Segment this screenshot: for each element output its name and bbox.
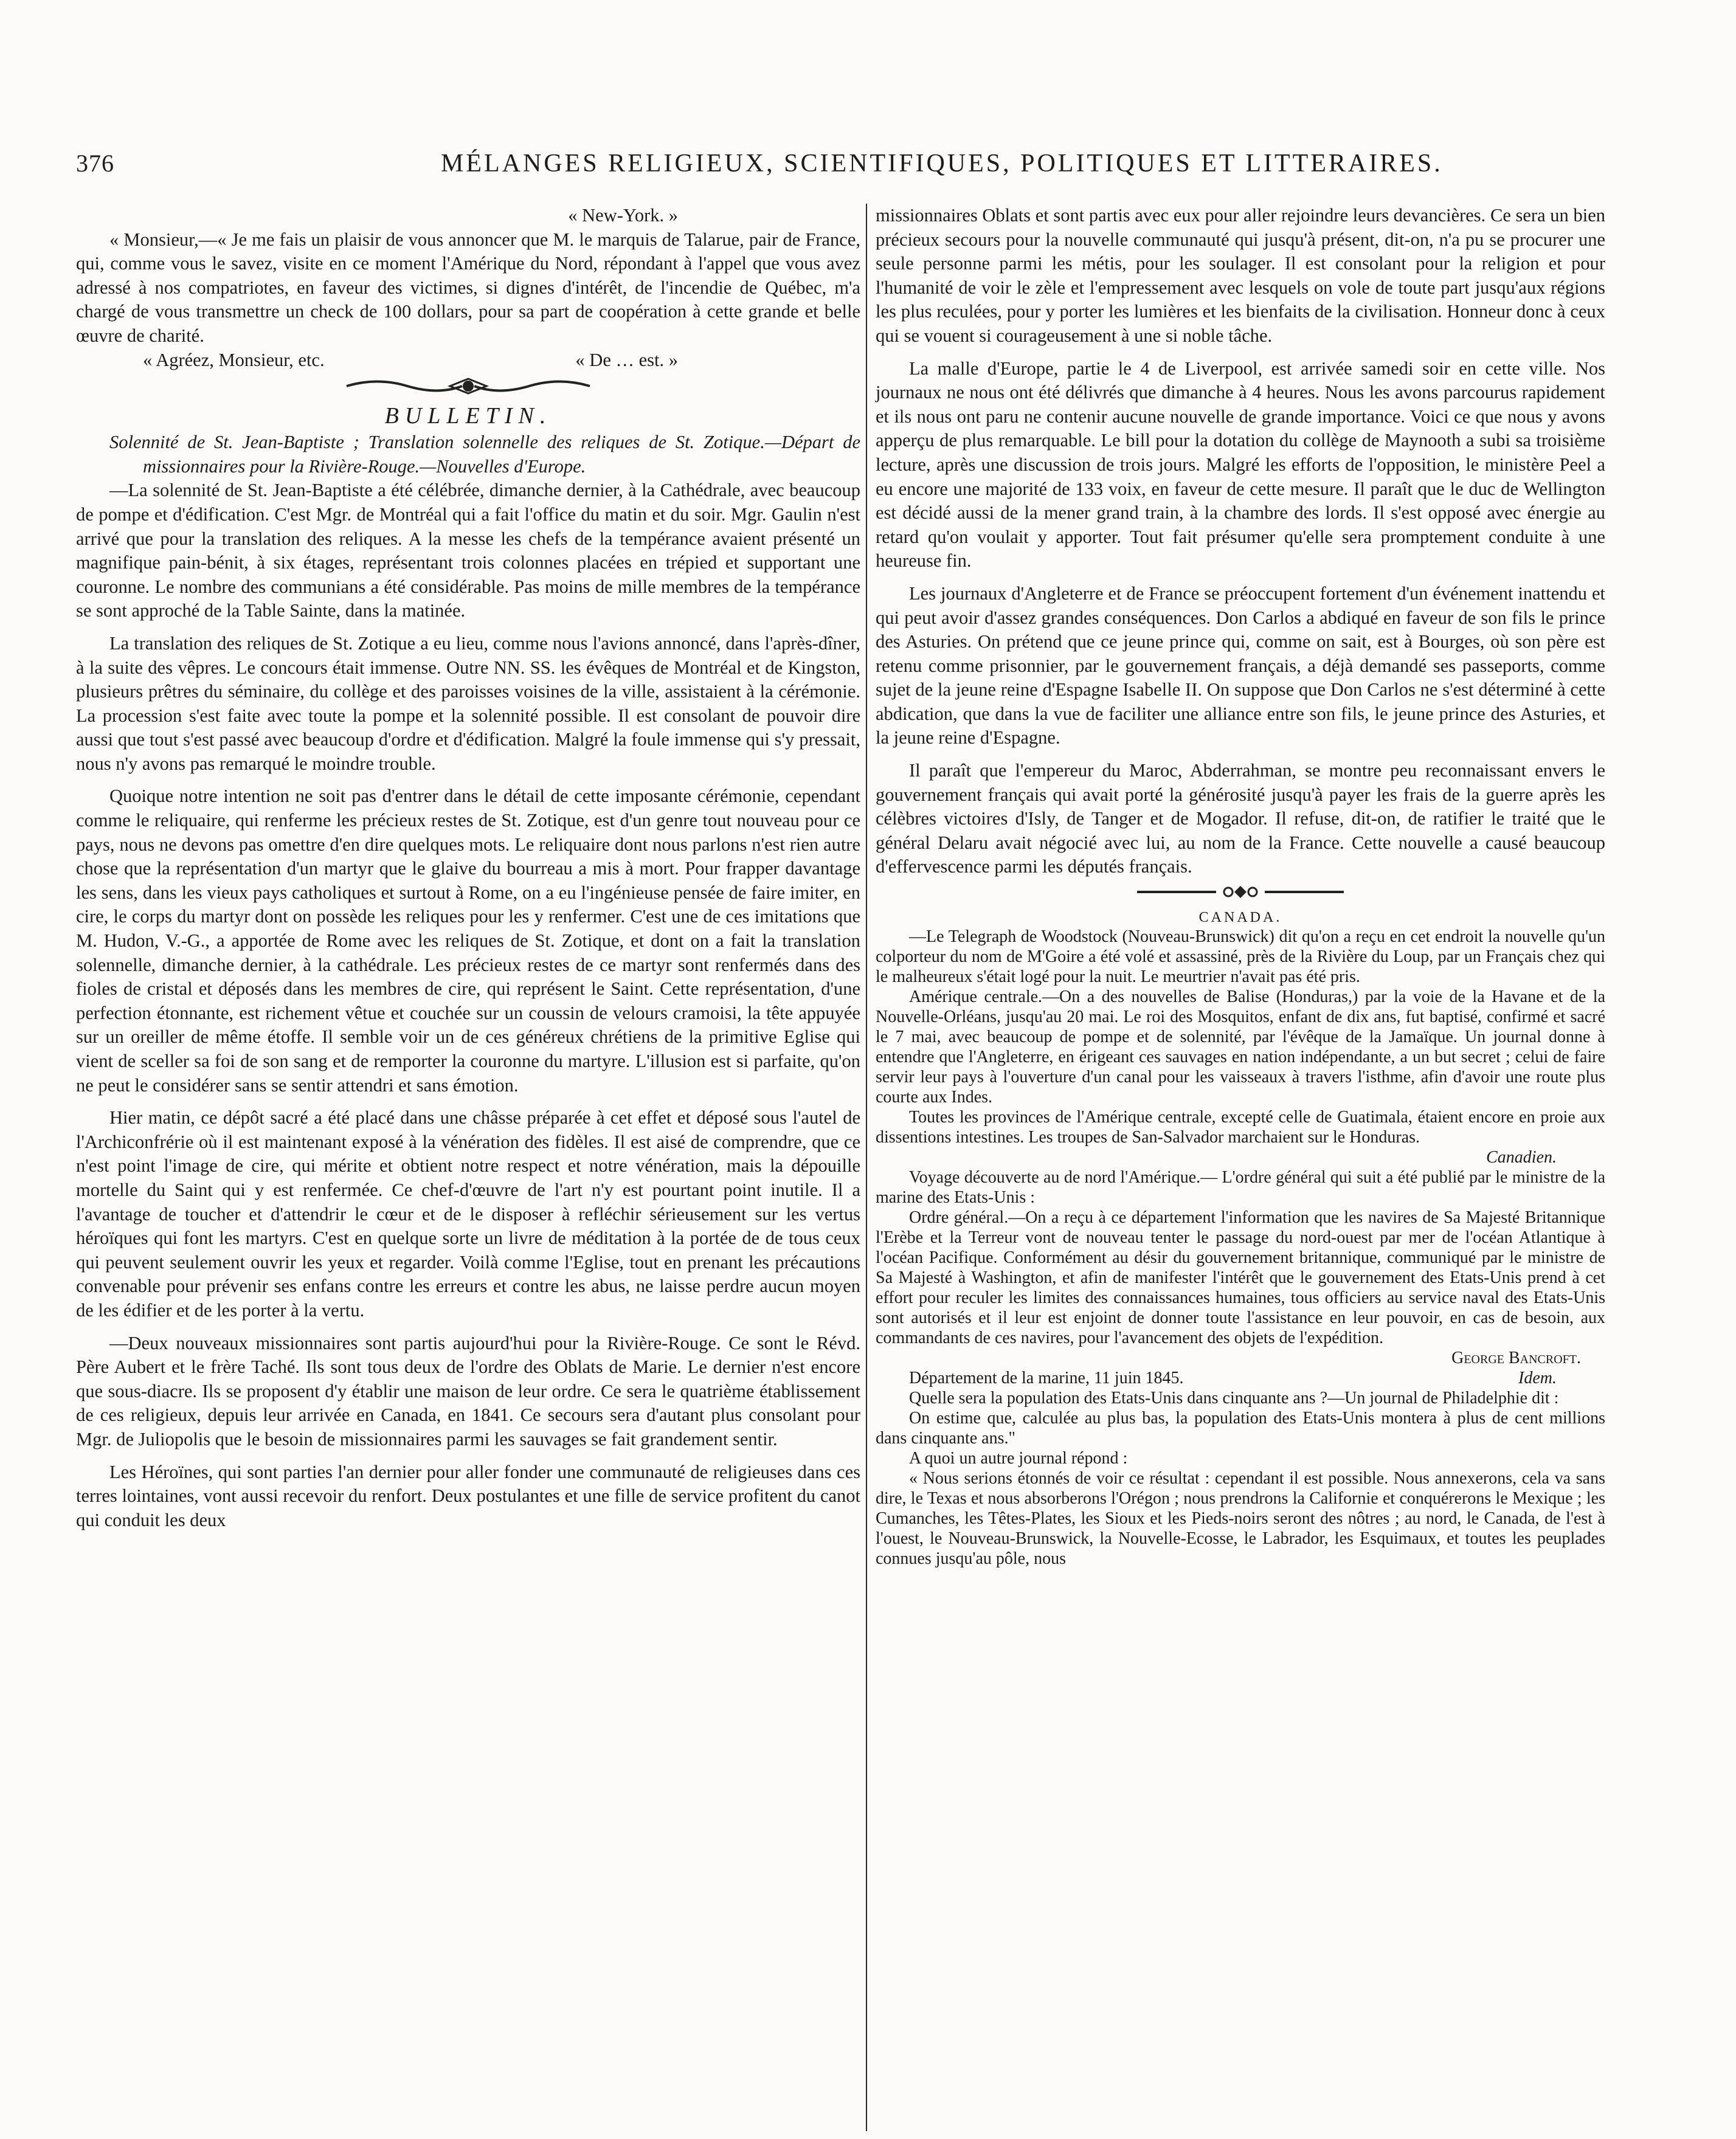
ornament-icon <box>341 376 596 396</box>
article-paragraph: Les Héroïnes, qui sont parties l'an dernier pour aller fonder une communauté de religieuses dans ces terres lointaines, vont aussi recevoir du renfort. Deux postulantes et une fille de service profitent du canot qui conduit les deux <box>76 1461 860 1530</box>
running-title: MÉLANGES RELIGIEUX, SCIENTIFIQUES, POLITIQUES ET LITTERAIRES. <box>441 150 1443 178</box>
ornament-divider <box>876 883 1605 905</box>
news-source: Canadien. <box>1486 1148 1557 1167</box>
page-header <box>76 149 1620 185</box>
article-paragraph: Les journaux d'Angleterre et de France se préoccupent fortement d'un événement inattendu et qui peut avoir d'assez grandes conséquences. Don Carlos a abdiqué en faveur de son fils le prince des Asturies. On prétend que ce jeune prince qui, comme on sait, est à Bourges, où son père est retenu comme prisonnier, par le gouvernement français, a déjà demandé ses passeports, comme sujet de la jeune reine d'Espagne Isabelle II. On suppose que Don Carlos ne s'est déterminé à cette abdication, que dans la vue de faciliter une alliance entre son fils, le jeune prince des Asturies, et la jeune reine d'Espagne. <box>876 582 1605 748</box>
article-paragraph: Quoique notre intention ne soit pas d'entrer dans le détail de cette imposante cérémonie, cependant comme le reliquaire, qui renferme les précieux restes de St. Zotique, est d'un genre tout nouveau pour ce pays, nous ne devons pas omettre d'en dire quelques mots. Le reliquaire dont nous parlons n'est rien autre chose que la représentation d'un martyr que le glaive du bourreau a mis à mort. Pour frapper davantage les sens, dans les vieux pays catholiques et surtout à Rome, on a eu l'ingénieuse pensée de faire imiter, en cire, le corps du martyr dont on possède les reliques pour les y renfermer. C'est une de ces imitations que M. Hudon, V.-G., a apportée de Rome avec les reliques de St. Zotique, et dont on a fait la translation solennelle, dimanche dernier, à la cathédrale. Les précieux restes de ce martyr sont renfermés dans des fioles de cristal et déposés dans les membres de cire, qui représent le Saint. Cette représentation, d'une perfection étonnante, est richement vêtue et couchée sur un coussin de velours cramoisi, la tête appuyée sur un oreiller de même étoffe. Il semble voir un de ces généreux chrétiens de la primitive Eglise qui vient de sceller sa foi de son sang et de remporter la couronne du martyre. L'illusion est si parfaite, qu'on ne peut le considérer sans se sentir attendri et sans émotion. <box>76 786 860 1096</box>
letter-signature: « De … est. » <box>575 349 678 370</box>
left-column <box>76 204 860 1532</box>
news-item: Ordre général.—On a reçu à ce département l'information que les navires de Sa Majesté Britannique l'Erèbe et la Terreur vont de nouveau tenter le passage du nord-ouest par mer de l'océan Atlantique à l'océan Pacifique. Conformément au désir du gouvernement britannique, communiqué par le ministre de Sa Majesté à Washington, et afin de manifester l'intérêt que le gouvernement des Etats-Unis prend à cet effort pour reculer les limites des connaissances humaines, tous officiers au service naval des Etats-Unis sont autorisés et il leur est enjoint de donner toute l'assistance en leur pouvoir, en cas de besoin, aux commandants de ces navires, pour l'avancement des objets de l'expédition. <box>876 1208 1605 1348</box>
bulletin-subhead: Solennité de St. Jean-Baptiste ; Translation solennelle des reliques de St. Zotique.—Départ de missionnaires pour la Rivière-Rouge.—Nouvelles d'Europe. <box>109 432 860 477</box>
ornament-icon <box>1131 883 1350 901</box>
news-signature: George Bancroft. <box>1451 1349 1581 1368</box>
news-item: A quoi un autre journal répond : <box>909 1449 1128 1468</box>
ornament-divider <box>76 376 860 398</box>
news-item: « Nous serions étonnés de voir ce résultat : cependant il est possible. Nous annexerons, cela va sans dire, le Texas et nous absorberons l'Orégon ; nous prendrons la Californie et conquérerons le Mexique ; les Cumanches, les Têtes-Plates, les Sioux et les Pieds-noirs seront des nôtres ; au nord, le Canada, de l'est à l'ouest, le Nouveau-Brunswick, la Nouvelle-Ecosse, le Labrador, les Esquimaux, et toutes les peuplades connues jusqu'au pôle, nous <box>876 1469 1605 1569</box>
letter-closing: « Agréez, Monsieur, etc. <box>143 349 325 370</box>
letter-dateline: « New-York. » <box>568 205 678 226</box>
article-paragraph: La translation des reliques de St. Zotique a eu lieu, comme nous l'avions annoncé, dans l'après-dîner, à la suite des vêpres. Le concours était immense. Outre NN. SS. les évêques de Montréal et de Kingston, plusieurs prêtres du séminaire, du collège et des paroisses voisines de la ville, assistaient à la cérémonie. La procession s'est faite avec toute la pompe et la solennité possible. Il est consolant de pouvoir dire aussi que tout s'est passé avec beaucoup d'ordre et d'édification. Malgré la foule immense qui s'y pressait, nous n'y avons pas remarqué le moindre trouble. <box>76 632 860 774</box>
news-item: Voyage découverte au de nord l'Amérique.— L'ordre général qui suit a été publié par le ministre de la marine des Etats-Unis : <box>876 1168 1605 1208</box>
article-paragraph: La malle d'Europe, partie le 4 de Liverpool, est arrivée samedi soir en cette ville. Nos journaux ne nous ont été délivrés que dimanche à 4 heures. Nous les avons parcourus rapidement et ils nous ont paru ne contenir aucune nouvelle de grande importance. Voici ce que nous y avons apperçu de plus remarquable. Le bill pour la dotation du collège de Maynooth a subi sa troisième lecture, après une discussion de trois jours. Malgré les efforts de l'opposition, le ministère Peel a eu encore une majorité de 133 voix, en faveur de cette mesure. Il paraît que le duc de Wellington est décidé aussi de la mener grand train, à la chambre des lords. Il s'est opposé avec énergie au retard qu'on voulait y apporter. Tout fait présumer qu'elle sera promptement conduite à une heureuse fin. <box>876 358 1605 572</box>
article-paragraph: —La solennité de St. Jean-Baptiste a été célébrée, dimanche dernier, à la Cathédrale, avec beaucoup de pompe et d'édification. C'est Mgr. de Montréal qui a fait l'office du matin et du soir. Mgr. Gaulin n'est arrivé que pour la translation des reliques. A la messe les chefs de la tempérance avaient présenté un magnifique pain-bénit, à six étages, représentant trois colonnes placées en trépied et supportant une couronne. Le nombre des communians a été considérable. Pas moins de mille membres de la tempérance se sont approché de la Table Sainte, dans la matinée. <box>76 480 860 621</box>
article-paragraph: —Deux nouveaux missionnaires sont partis aujourd'hui pour la Rivière-Rouge. Ce sont le Révd. Père Aubert et le frère Taché. Ils sont tous deux de l'ordre des Oblats de Marie. Le dernier n'est encore que sous-diacre. Ils se proposent d'y établir une maison de leur ordre. Ce sera le quatrième établissement de ces religieux, depuis leur arrivée en Canada, en 1841. Ce secours sera d'autant plus consolant pour Mgr. de Juliopolis que le besoin de missionnaires parmi les sauvages se fait grandement sentir. <box>76 1332 860 1450</box>
page-number: 376 <box>76 150 114 177</box>
article-paragraph: Hier matin, ce dépôt sacré a été placé dans une châsse préparée à cet effet et déposé sous l'autel de l'Archiconfrérie où il est maintenant exposé à la vénération des fidèles. Il est aisé de comprendre, que ce n'est point l'image de cire, qui mérite et obtient notre respect et notre vénération, mais la dépouille mortelle du Saint qui y est renfermée. Ce chef-d'œuvre de l'art n'y est pourtant point inutile. Il a l'avantage de toucher et d'attendrir le cœur et de le disposer à refléchir sérieusement sur les vertus héroïques qui font les martyrs. C'est en quelque sorte un livre de méditation à la portée de de tous ceux qui peuvent seulement ouvrir les yeux et regarder. Voilà comme l'Eglise, tout en prenant les précautions convenable pour prévenir ses enfans contre les erreurs et contre les abus, ne laisse perdre aucun moyen de les édifier et de les porter à la vertu. <box>76 1107 860 1321</box>
news-item: On estime que, calculée au plus bas, la population des Etats-Unis montera à plus de cent millions dans cinquante ans." <box>876 1409 1605 1448</box>
letter-closing-line <box>76 348 860 373</box>
news-dateline: Département de la marine, 11 juin 1845. <box>909 1369 1184 1388</box>
right-column <box>876 204 1605 1569</box>
news-source: Idem. <box>1518 1369 1557 1388</box>
news-item: Amérique centrale.—On a des nouvelles de Balise (Honduras,) par la voie de la Havane et de la Nouvelle-Orléans, jusqu'au 20 mai. Le roi des Mosquitos, enfant de dix ans, fut baptisé, confirmé et sacré le 7 mai, avec beaucoup de pompe et de solennité, par l'évêque de la Jamaïque. Un journal donne à entendre que l'Angleterre, en érigeant ces sauvages en nation indépendante, a un but secret ; celui de faire servir leur pays à l'ouverture d'un canal pour les vaisseaux à travers l'isthme, afin d'avoir une route plus courte aux Indes. <box>876 987 1605 1107</box>
column-divider <box>866 204 867 2131</box>
news-item: Toutes les provinces de l'Amérique centrale, excepté celle de Guatimala, étaient encore en proie aux dissentions intestines. Les troupes de San-Salvador marchaient sur le Honduras. <box>876 1108 1605 1147</box>
news-item: Quelle sera la population des Etats-Unis dans cinquante ans ?—Un journal de Philadelphie dit : <box>909 1389 1559 1408</box>
news-dateline-line <box>876 1368 1605 1388</box>
letter-body: « Monsieur,—« Je me fais un plaisir de vous annoncer que M. le marquis de Talarue, pair de France, qui, comme vous le savez, visite en ce moment l'Amérique du Nord, répondant à l'appel que vous avez adressé à nos compatriotes, en faveur des victimes, si dignes d'intérêt, de l'incendie de Québec, m'a chargé de vous transmettre un check de 100 dollars, pour sa part de coopération à cette grande et belle œuvre de charité. <box>76 229 860 346</box>
bulletin-title: BULLETIN. <box>384 403 552 429</box>
article-paragraph: Il paraît que l'empereur du Maroc, Abderrahman, se montre peu reconnaissant envers le gouvernement français qui avait porté la générosité jusqu'à payer les frais de la guerre après les célèbres victoires d'Isly, de Tanger et de Mogador. Il refuse, dit-on, de ratifier le traité que le général Delaru avait négocié avec lui, au nom de la France. Cette nouvelle a causé beaucoup d'effervescence parmi les députés français. <box>876 760 1605 877</box>
news-item: —Le Telegraph de Woodstock (Nouveau-Brunswick) dit qu'on a reçu en cet endroit la nouvelle qu'un colporteur du nom de M'Goire a été volé et assassiné, près de la Rivière du Loup, par un Français chez qui le malheureux s'était logé pour la nuit. Le meurtrier n'avait pas été pris. <box>876 927 1605 987</box>
section-heading-canada: CANADA. <box>1198 910 1282 926</box>
article-paragraph: missionnaires Oblats et sont partis avec eux pour aller rejoindre leurs devancières. Ce sera un bien précieux secours pour la nouvelle communauté qui jusqu'à présent, dit-on, n'a pu se procurer une seule personne parmi les métis, pour les soulager. Il est consolant pour la religion et pour l'humanité de voir le zèle et l'empressement avec lesquels on vole de toute part jusqu'aux régions les plus reculées, pour y porter les lumières et les bienfaits de la civilisation. Honneur donc à ceux qui se vouent si courageusement à une si noble tâche. <box>876 205 1605 346</box>
